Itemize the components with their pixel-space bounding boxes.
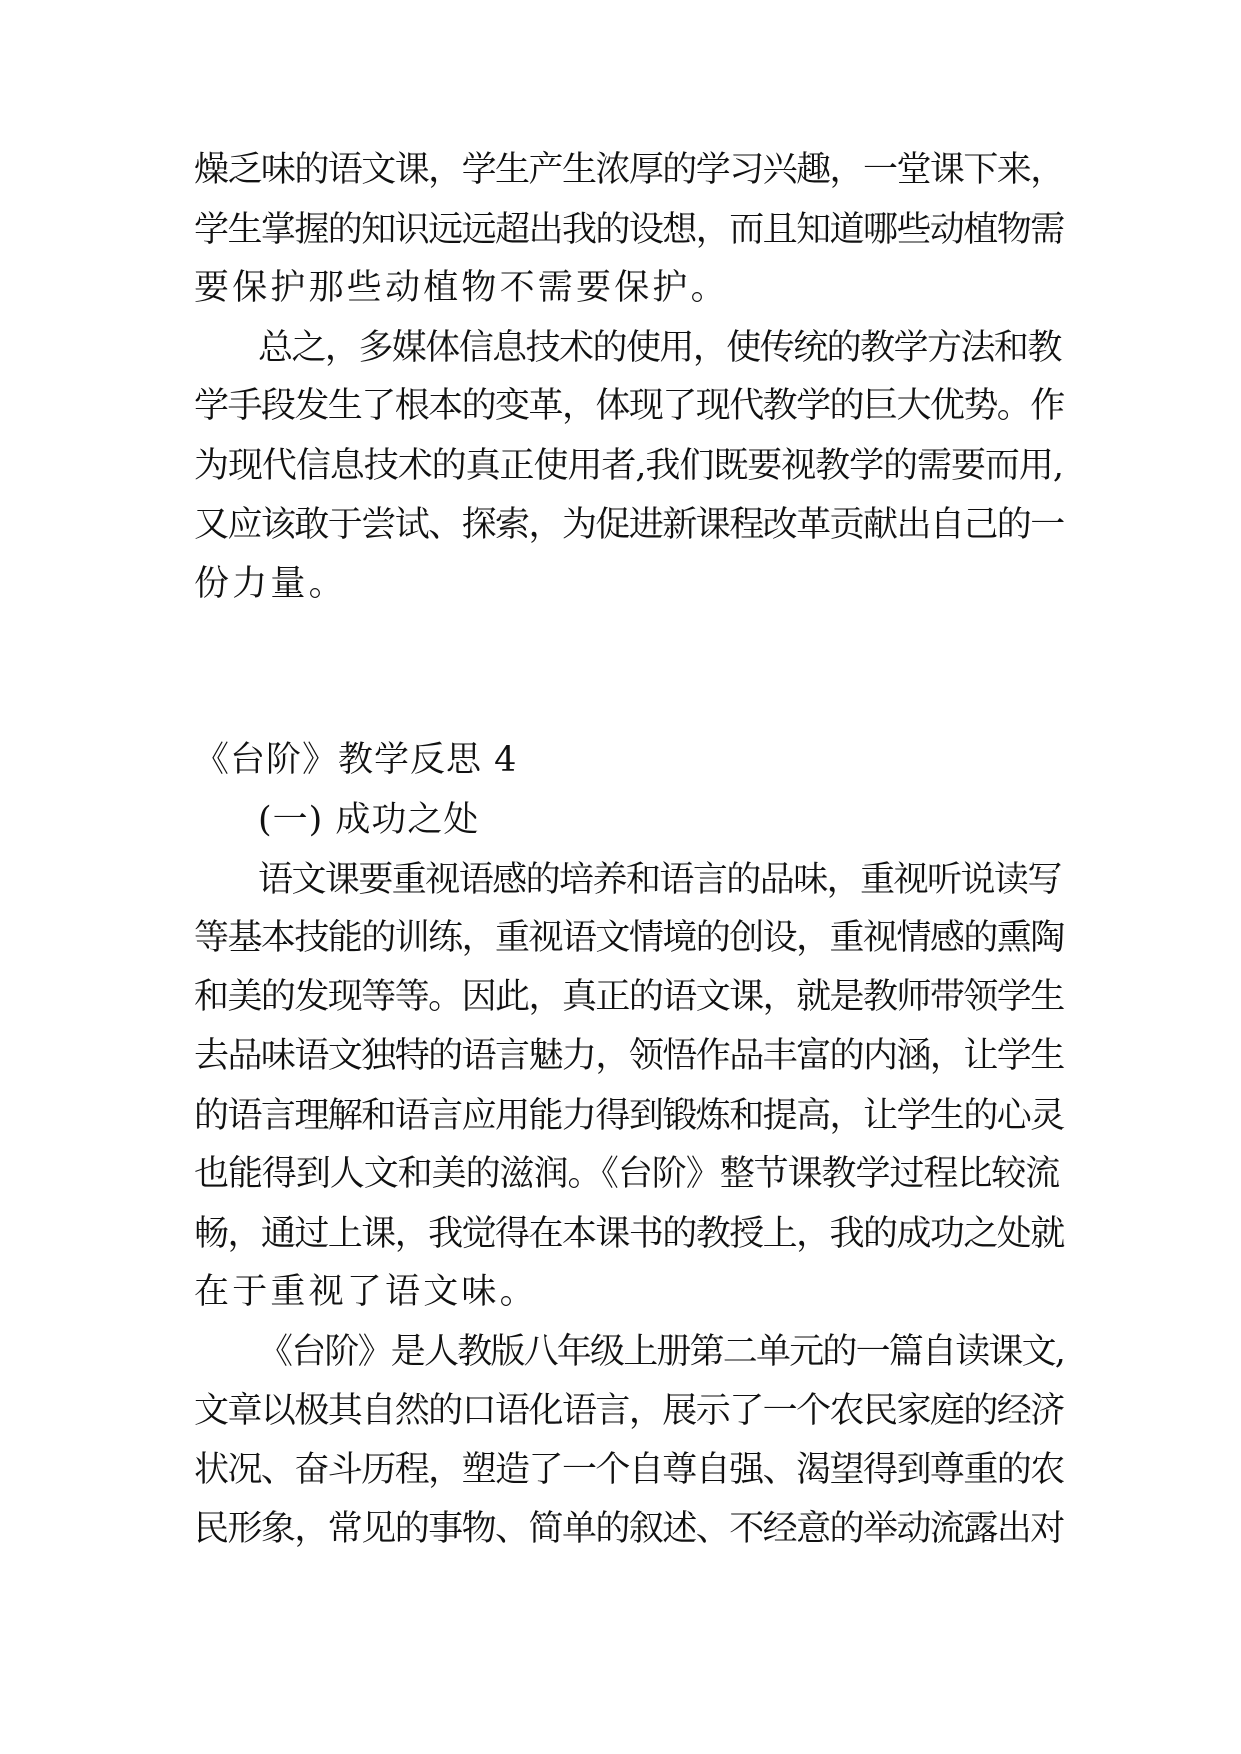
paragraph-line: 总之，多媒体信息技术的使用，使传统的教学方法和教 bbox=[258, 328, 1061, 368]
paragraph-line: 《台阶》是人教版八年级上册第二单元的一篇自读课文, bbox=[258, 1332, 1065, 1372]
paragraph-line: 又应该敢于尝试、探索，为促进新课程改革贡献出自己的一 bbox=[194, 505, 1064, 545]
paragraph-line: 民形象，常见的事物、简单的叙述、不经意的举动流露出对 bbox=[194, 1509, 1064, 1549]
subheading: (一) 成功之处 bbox=[258, 800, 480, 840]
paragraph-line: 文章以极其自然的口语化语言，展示了一个农民家庭的经济 bbox=[194, 1391, 1064, 1431]
paragraph-line: 去品味语文独特的语言魅力，领悟作品丰富的内涵，让学生 bbox=[194, 1036, 1064, 1076]
paragraph-line: 等基本技能的训练，重视语文情境的创设，重视情感的熏陶 bbox=[194, 918, 1064, 958]
paragraph-line: 学手段发生了根本的变革，体现了现代教学的巨大优势。作 bbox=[194, 386, 1064, 426]
paragraph-line: 份力量。 bbox=[194, 564, 347, 604]
paragraph-line: 也能得到人文和美的滋润。《台阶》整节课教学过程比较流 bbox=[194, 1154, 1060, 1194]
paragraph-line: 和美的发现等等。因此，真正的语文课，就是教师带领学生 bbox=[194, 977, 1064, 1017]
paragraph-line: 的语言理解和语言应用能力得到锻炼和提高，让学生的心灵 bbox=[194, 1096, 1064, 1136]
paragraph-line: 在于重视了语文味。 bbox=[194, 1272, 538, 1312]
paragraph-line: 语文课要重视语感的培养和语言的品味，重视听说读写 bbox=[258, 860, 1061, 900]
paragraph-line: 燥乏味的语文课，学生产生浓厚的学习兴趣，一堂课下来， bbox=[194, 150, 1064, 190]
paragraph-line: 为现代信息技术的真正使用者,我们既要视教学的需要而用, bbox=[194, 446, 1063, 486]
paragraph-line: 状况、奋斗历程，塑造了一个自尊自强、渴望得到尊重的农 bbox=[194, 1450, 1064, 1490]
paragraph-line: 学生掌握的知识远远超出我的设想，而且知道哪些动植物需 bbox=[194, 210, 1064, 250]
paragraph-line: 畅，通过上课，我觉得在本课书的教授上，我的成功之处就 bbox=[194, 1214, 1064, 1254]
section-title: 《台阶》教学反思 4 bbox=[194, 740, 518, 780]
paragraph-line: 要保护那些动植物不需要保护。 bbox=[194, 268, 729, 308]
